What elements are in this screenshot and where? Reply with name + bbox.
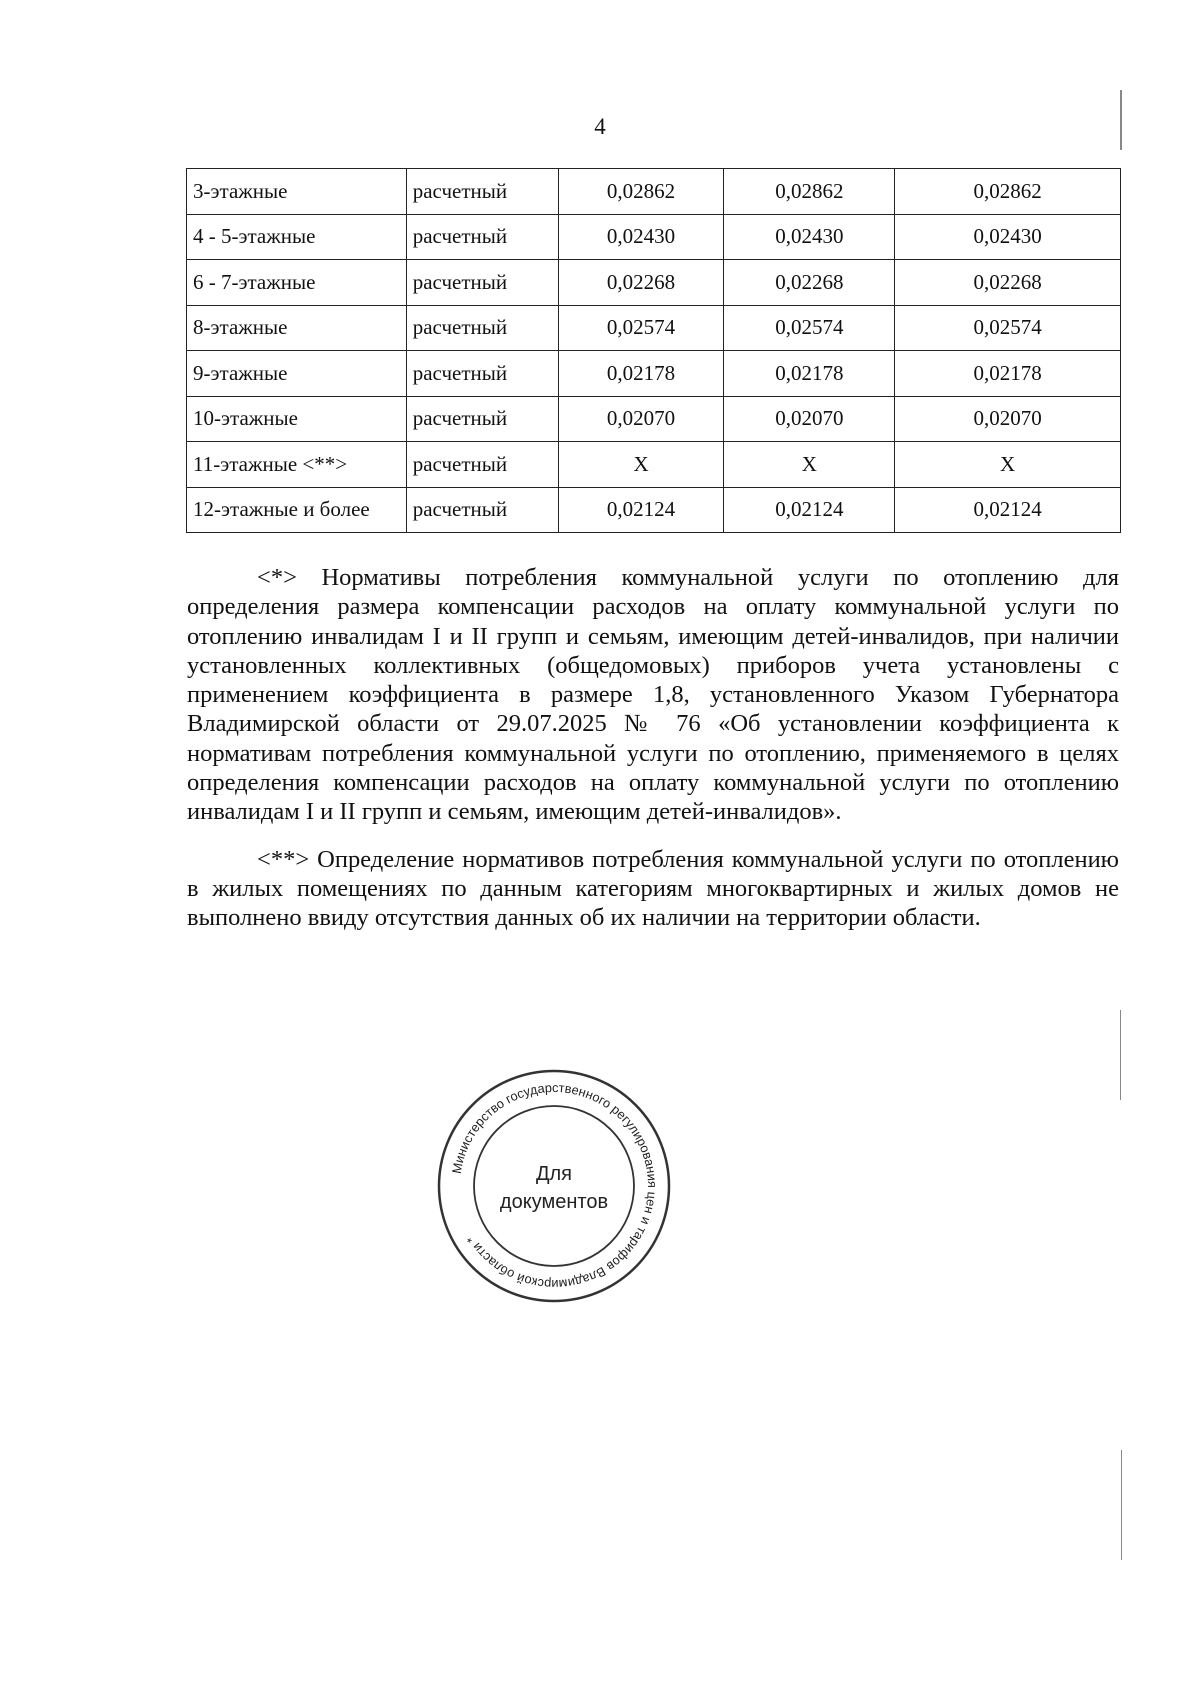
row-value-cell: 0,02070	[724, 396, 895, 442]
row-category-cell: 9-этажные	[187, 351, 407, 397]
row-category-cell: 6 - 7-этажные	[187, 260, 407, 306]
row-type-cell: расчетный	[406, 169, 558, 215]
stamp-ring-text: Министерство государственного регулирования цен и тарифов Владимирской области *	[448, 1079, 661, 1293]
row-category-cell: 8-этажные	[187, 305, 407, 351]
row-value-cell: 0,02862	[558, 169, 724, 215]
table-row	[187, 487, 1121, 533]
row-category-cell: 10-этажные	[187, 396, 407, 442]
norms-table-body	[187, 169, 1121, 533]
row-value-cell: X	[724, 442, 895, 488]
row-value-cell: 0,02124	[895, 487, 1121, 533]
page-number: 4	[594, 114, 606, 139]
stamp-center-line-1: Для	[535, 1163, 573, 1185]
row-category-cell: 12-этажные и более	[187, 487, 407, 533]
row-value-cell: 0,02430	[724, 214, 895, 260]
table-row	[187, 214, 1121, 260]
stamp-center-line-2: документов	[499, 1191, 609, 1213]
row-type-cell: расчетный	[406, 260, 558, 306]
row-value-cell: 0,02070	[558, 396, 724, 442]
row-value-cell: 0,02268	[724, 260, 895, 306]
table-row	[187, 396, 1121, 442]
table-row	[187, 260, 1121, 306]
row-category-cell: 4 - 5-этажные	[187, 214, 407, 260]
row-type-cell: расчетный	[406, 214, 558, 260]
row-value-cell: 0,02268	[558, 260, 724, 306]
row-category-cell: 11-этажные <**>	[187, 442, 407, 488]
official-stamp	[436, 1068, 672, 1304]
scan-edge-mark	[1121, 1450, 1122, 1560]
row-type-cell: расчетный	[406, 305, 558, 351]
row-value-cell: 0,02178	[895, 351, 1121, 397]
table-row	[187, 305, 1121, 351]
row-value-cell: 0,02268	[895, 260, 1121, 306]
row-type-cell: расчетный	[406, 487, 558, 533]
scan-edge-mark	[1120, 1010, 1121, 1100]
row-value-cell: 0,02574	[558, 305, 724, 351]
row-value-cell: 0,02178	[724, 351, 895, 397]
row-value-cell: 0,02124	[724, 487, 895, 533]
stamp-inner-ring	[474, 1106, 634, 1266]
row-value-cell: 0,02862	[895, 169, 1121, 215]
footnote-1: <*> Нормативы потребления коммунальной услуги по отоплению для определения размера компенсации расходов на оплату коммунальной услуги по отоплению инвалидам I и II групп и семьям, имеющим детей-инвалидов, при наличии установленных коллективных (общедомовых) приборов учета установлены с применением коэффициента в размере 1,8, установленного Указом Губернатора Владимирской области от 29.07.2025 № 76 «Об установлении коэффициента к нормативам потребления коммунальной услуги по отоплению, применяемого в целях определения компенсации расходов на оплату коммунальной услуги по отоплению инвалидам I и II групп и семьям, имеющим детей-инвалидов».	[187, 564, 1119, 826]
scan-edge-mark	[1120, 90, 1122, 150]
row-value-cell: 0,02430	[558, 214, 724, 260]
row-value-cell: 0,02574	[895, 305, 1121, 351]
row-value-cell: 0,02178	[558, 351, 724, 397]
footnote-2: <**> Определение нормативов потребления коммунальной услуги по отоплению в жилых помещениях по данным категориям многоквартирных и жилых домов не выполнено ввиду отсутствия данных об их наличии на территории области.	[187, 845, 1119, 932]
row-value-cell: 0,02574	[724, 305, 895, 351]
row-value-cell: 0,02070	[895, 396, 1121, 442]
row-value-cell: 0,02862	[724, 169, 895, 215]
row-type-cell: расчетный	[406, 442, 558, 488]
table-row	[187, 442, 1121, 488]
table-row	[187, 351, 1121, 397]
row-type-cell: расчетный	[406, 396, 558, 442]
norms-table	[186, 168, 1121, 533]
row-value-cell: 0,02124	[558, 487, 724, 533]
row-value-cell: 0,02430	[895, 214, 1121, 260]
row-category-cell: 3-этажные	[187, 169, 407, 215]
row-value-cell: X	[895, 442, 1121, 488]
footnotes	[187, 563, 1119, 951]
row-type-cell: расчетный	[406, 351, 558, 397]
table-row	[187, 169, 1121, 215]
row-value-cell: X	[558, 442, 724, 488]
